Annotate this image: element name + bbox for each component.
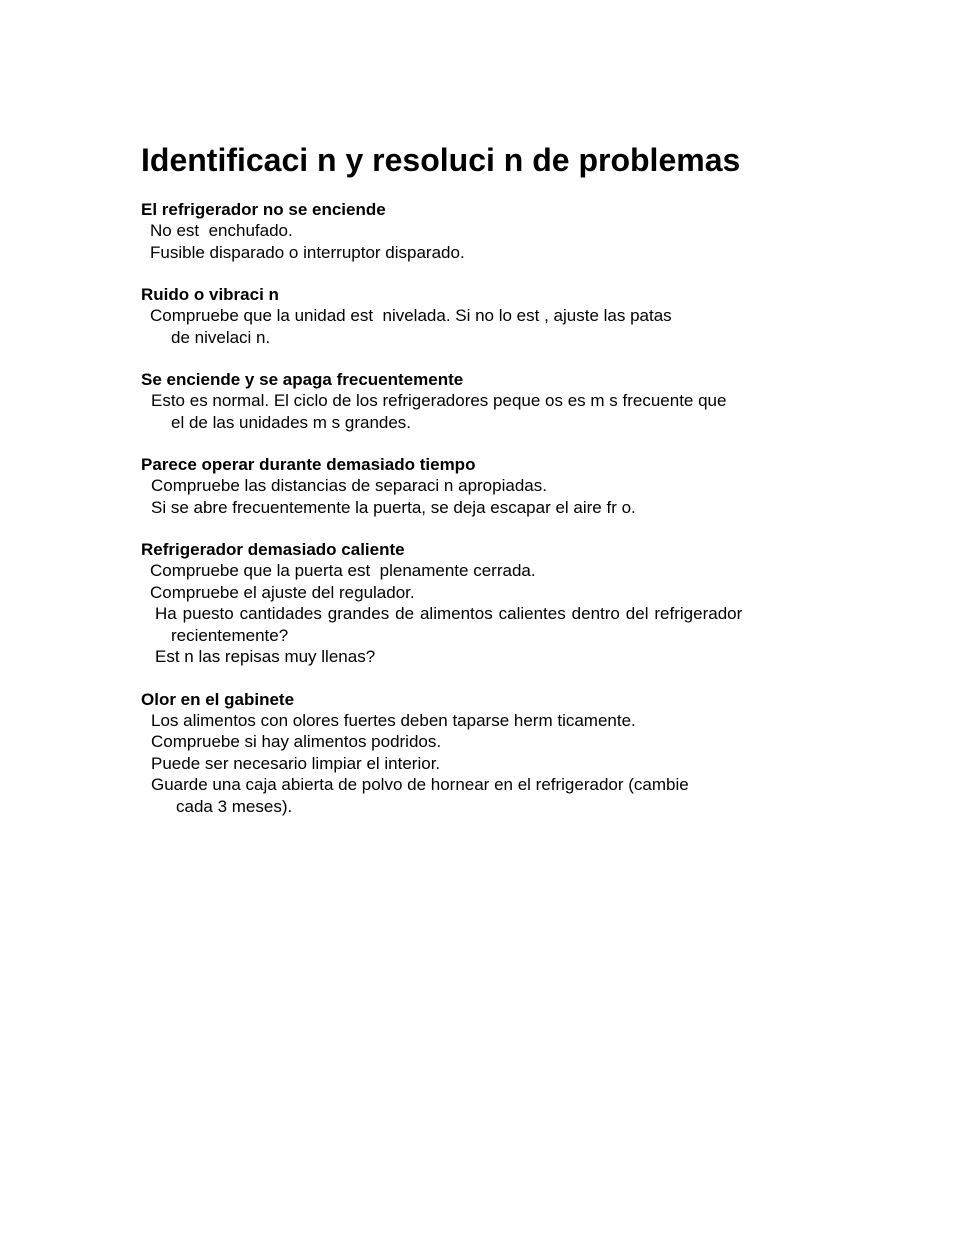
section-heading: Olor en el gabinete <box>141 689 295 709</box>
section-line: Compruebe si hay alimentos podridos. <box>151 732 442 751</box>
page-title: Identificaci n y resoluci n de problemas <box>141 142 741 178</box>
section-enciende-apaga <box>141 369 841 433</box>
section-line: Compruebe el ajuste del regulador. <box>150 582 415 602</box>
section-line: No est enchufado. <box>150 221 293 240</box>
section-line: Puede ser necesario limpiar el interior. <box>151 753 441 773</box>
section-line-continuation: de nivelaci n. <box>171 327 271 347</box>
section-ruido <box>141 284 841 348</box>
section-heading: El refrigerador no se enciende <box>141 200 386 219</box>
section-line: Esto es normal. El ciclo de los refrigeradores peque os es m s frecuente que <box>151 391 727 410</box>
section-olor <box>141 689 841 818</box>
section-heading: Se enciende y se apaga frecuentemente <box>141 370 464 389</box>
section-demasiado-tiempo <box>141 454 841 518</box>
section-heading: Ruido o vibraci n <box>141 285 279 304</box>
section-line: Compruebe que la puerta est plenamente cerrada. <box>150 561 536 580</box>
section-heading: Parece operar durante demasiado tiempo <box>141 455 476 474</box>
section-demasiado-caliente <box>141 539 841 668</box>
section-line: Guarde una caja abierta de polvo de hornear en el refrigerador (cambie <box>151 775 689 794</box>
section-line: Los alimentos con olores fuertes deben taparse herm ticamente. <box>151 710 636 730</box>
section-line: Compruebe las distancias de separaci n apropiadas. <box>151 476 547 495</box>
section-no-enciende <box>141 199 841 263</box>
section-line: Compruebe que la unidad est nivelada. Si no lo est , ajuste las patas <box>150 306 672 325</box>
document-page <box>141 140 841 838</box>
section-line-continuation: el de las unidades m s grandes. <box>171 412 412 432</box>
section-line-continuation: cada 3 meses). <box>176 796 293 816</box>
section-line: Est n las repisas muy llenas? <box>155 647 376 666</box>
section-line: Si se abre frecuentemente la puerta, se deja escapar el aire fr o. <box>151 497 636 517</box>
section-line: Fusible disparado o interruptor disparado. <box>150 242 465 262</box>
section-line-continuation: recientemente? <box>171 625 289 645</box>
section-heading: Refrigerador demasiado caliente <box>141 540 405 559</box>
section-line-justified: Ha puesto cantidades grandes de alimentos calientes dentro del refrigerador <box>155 604 743 623</box>
